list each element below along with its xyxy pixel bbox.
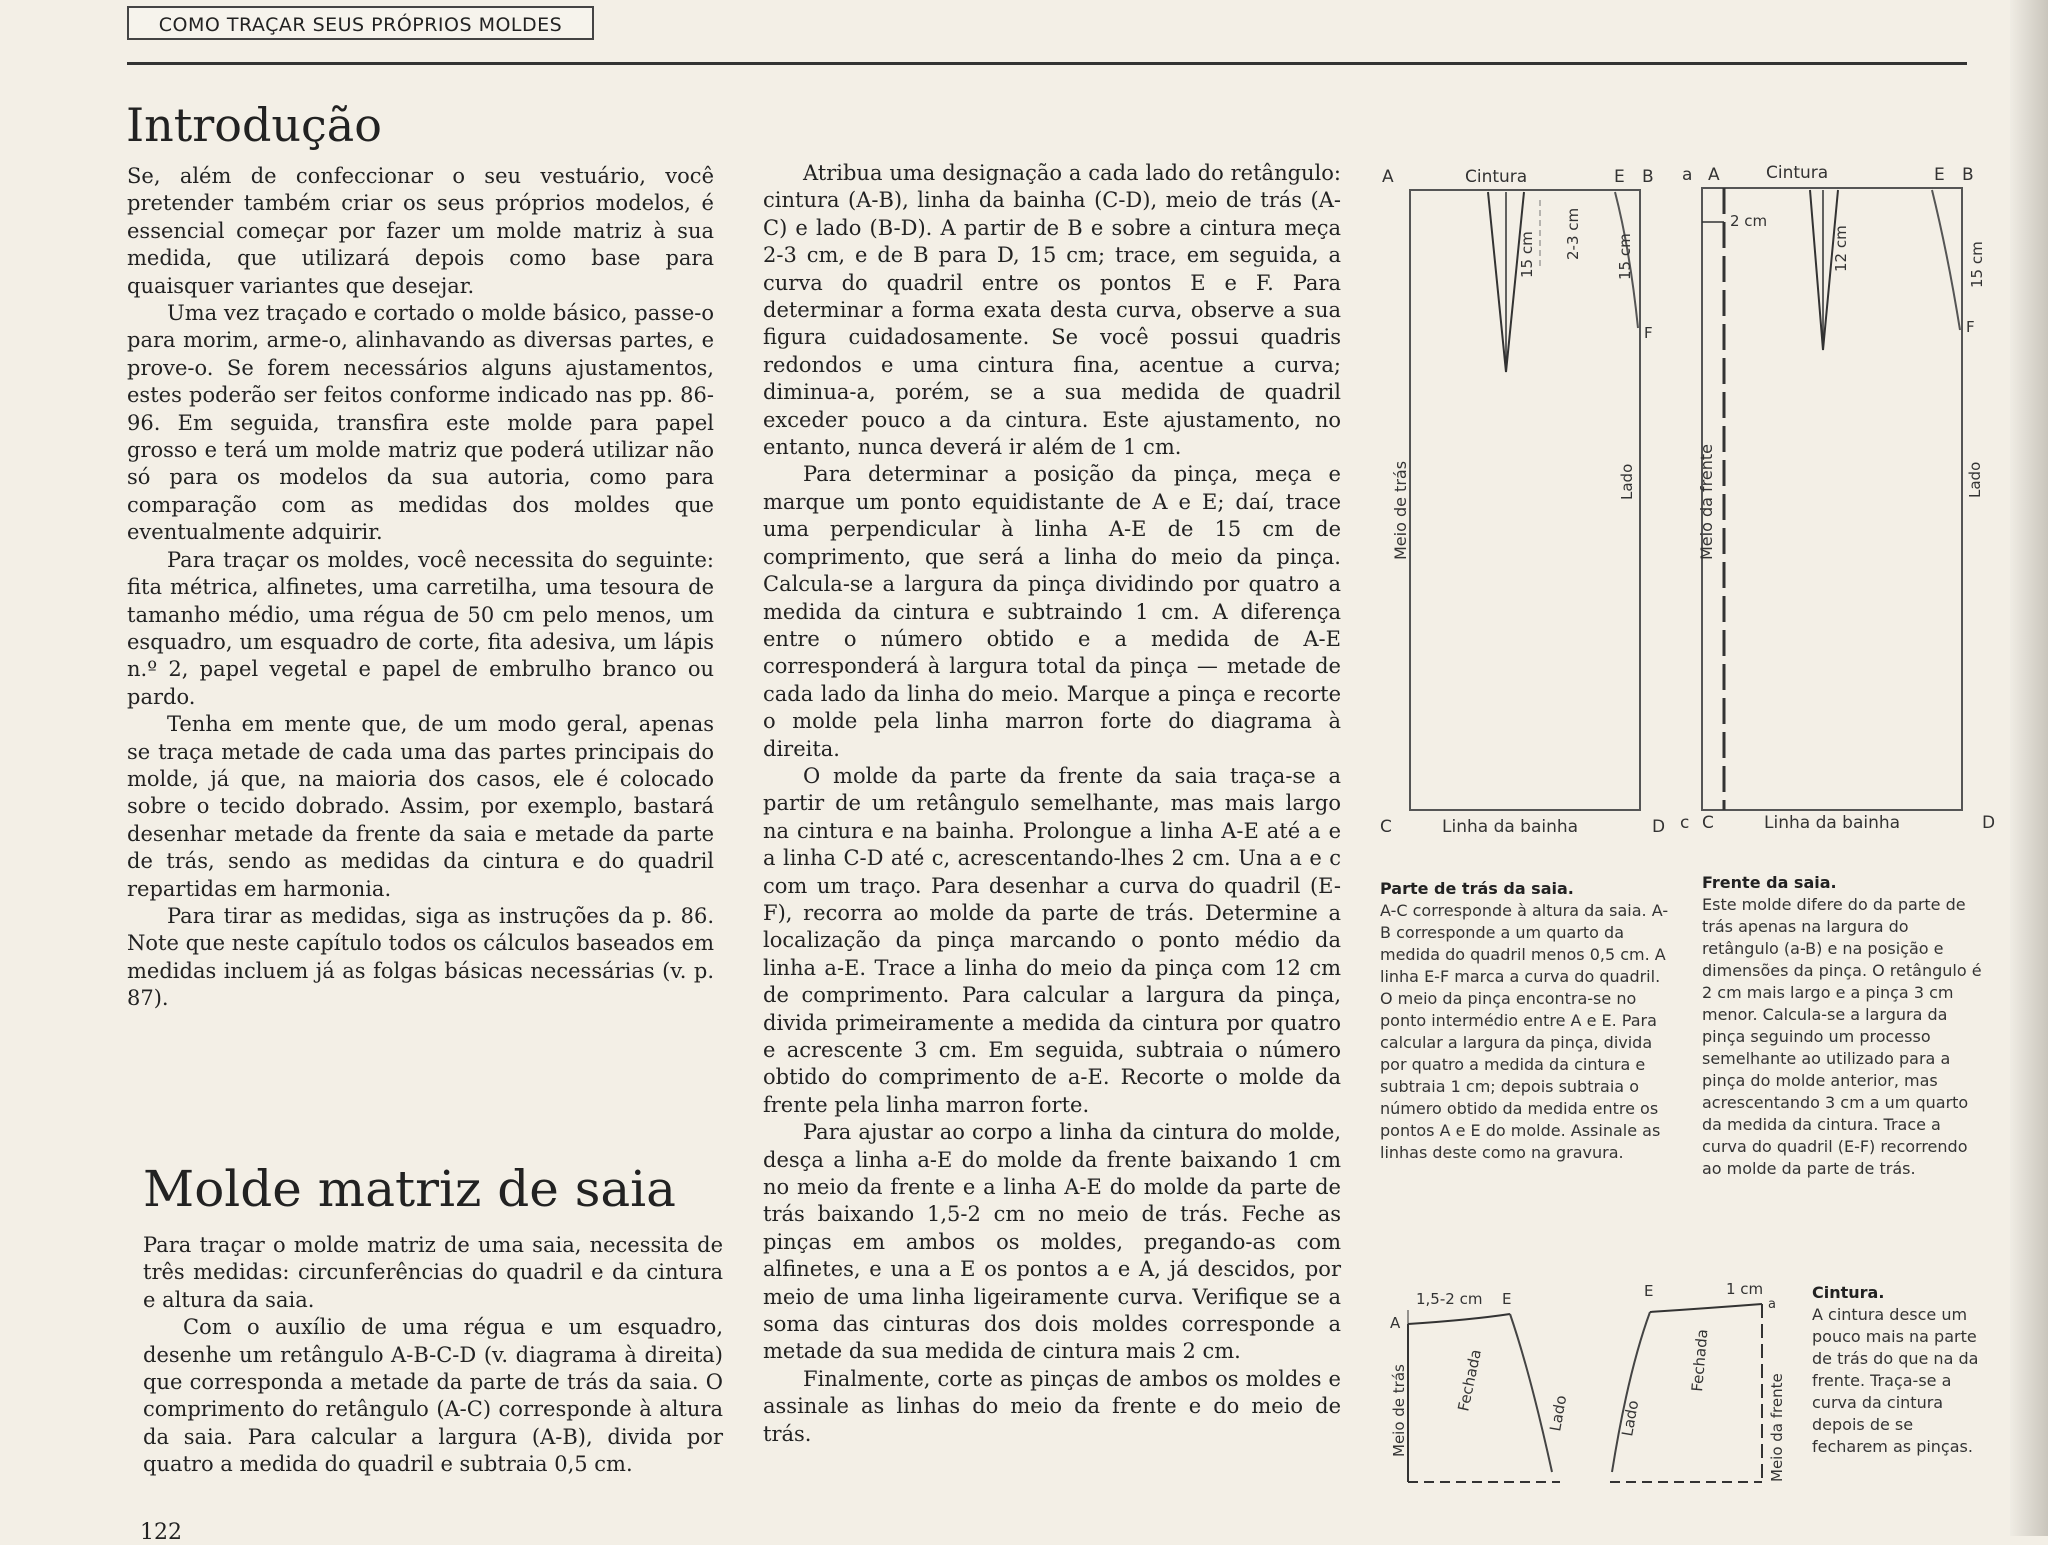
front-rectangle: [1702, 188, 1962, 810]
caption-back-body: A-C corresponde à altura da saia. A-B corresponde a um quarto da medida do quadril menos 0,5 cm. A linha E-F marca a curva do quadril. O meio da pinça encontra-se no ponto intermédio entre A e E. Para calcular a largura da pinça, divida por quatro a medida da cintura e subtraia 1 cm; depois subtraia o número obtido da medida entre os pontos A e E do molde. Assinale as linhas deste como na gravura.: [1380, 901, 1669, 1162]
caption-waist-title: Cintura.: [1812, 1283, 1885, 1302]
waist-center-back: Meio de trás: [1390, 1364, 1408, 1457]
intro-title: Introdução: [126, 98, 382, 152]
waist-back-curve: [1408, 1314, 1510, 1324]
section-header-label: COMO TRAÇAR SEUS PRÓPRIOS MOLDES: [158, 14, 563, 36]
back-point-c: C: [1380, 817, 1392, 837]
waist-center-front: Meio da frente: [1768, 1373, 1786, 1482]
skirt-title: Molde matriz de saia: [143, 1160, 676, 1218]
back-point-f: F: [1644, 324, 1653, 342]
back-hem-label: Linha da bainha: [1442, 817, 1579, 837]
waist-left-drop: 1,5-2 cm: [1416, 1290, 1483, 1308]
front-point-e: E: [1934, 165, 1945, 185]
middle-paragraph: Para ajustar ao corpo a linha da cintura do molde, desça a linha a-E do molde da frente baixando 1 cm no meio da frente e a linha A-E do molde da parte de trás baixando 1,5-2 cm no meio de trás. Feche as pinças em ambos os moldes, pregando-as com alfinetes, e una a E os pontos a e A, já descidos, por meio de uma linha ligeiramente curva. Verifique se a soma das cinturas dos dois moldes corresponde a metade da sua medida de cintura mais 2 cm.: [763, 1120, 1341, 1364]
page-edge-shadow: [2010, 0, 2048, 1536]
back-dart-length: 15 cm: [1518, 231, 1536, 278]
front-point-a: A: [1708, 165, 1720, 185]
front-extension-label: 2 cm: [1730, 212, 1768, 230]
intro-paragraph: Tenha em mente que, de um modo geral, apenas se traça metade de cada uma das partes principais do molde, já que, na maioria dos casos, ele é colocado sobre o tecido dobrado. Assim, por exemplo, bastará desenhar metade da frente da saia e metade da parte de trás, sendo as medidas da cintura e do quadril repartidas em harmonia.: [127, 712, 714, 901]
waist-diagram: [1380, 1272, 1810, 1492]
back-point-a: A: [1382, 167, 1394, 187]
front-point-f: F: [1966, 318, 1975, 336]
front-hip-curve: [1932, 190, 1960, 330]
waist-fechada-left: Fechada: [1454, 1347, 1485, 1413]
back-side-top: 2-3 cm: [1564, 207, 1582, 260]
front-point-d: D: [1982, 813, 1996, 833]
header-rule: [127, 62, 1967, 65]
front-dart-length: 12 cm: [1832, 225, 1850, 272]
front-waist-label: Cintura: [1766, 163, 1829, 183]
page-number: 122: [140, 1520, 182, 1545]
back-waist-label: Cintura: [1465, 167, 1528, 187]
middle-paragraph: Atribua uma designação a cada lado do retângulo: cintura (A-B), linha da bainha (C-D), meio de trás (A-C) e lado (B-D). A partir de B e sobre a cintura meça 2-3 cm, e de B para D, 15 cm; trace, em seguida, a curva do quadril entre os pontos E e F. Para determinar a forma exata desta curva, observe a sua figura cuidadosamente. Se você possui quadris redondos e uma cintura fina, acentue a curva; diminua-a, porém, se a sua medida de quadril exceder pouco a da cintura. Este ajustamento, no entanto, nunca deverá ir além de 1 cm.: [763, 161, 1341, 460]
caption-back: [1380, 878, 1672, 1164]
middle-column: [763, 160, 1341, 1448]
waist-right-drop: 1 cm: [1726, 1280, 1764, 1298]
intro-paragraph: Para tirar as medidas, siga as instruções da p. 86. Note que neste capítulo todos os cálculos baseados em medidas incluem já as folgas básicas necessárias (v. p. 87).: [127, 903, 714, 1011]
waist-fechada-right: Fechada: [1688, 1328, 1712, 1393]
waist-point-a: A: [1390, 1314, 1401, 1332]
back-point-d: D: [1652, 817, 1666, 837]
front-side-length: 15 cm: [1968, 241, 1986, 288]
waist-lado-right: Lado: [1618, 1398, 1643, 1438]
middle-paragraph: Finalmente, corte as pinças de ambos os moldes e assinale as linhas do meio da frente e do meio de trás.: [763, 1366, 1341, 1446]
caption-waist-body: A cintura desce um pouco mais na parte de trás do que na da frente. Traça-se a curva da cintura depois de se fecharem as pinças.: [1812, 1305, 1979, 1456]
back-point-e: E: [1614, 167, 1625, 187]
caption-waist: [1812, 1282, 1990, 1458]
waist-front-curve: [1650, 1304, 1762, 1312]
back-side-length: 15 cm: [1616, 233, 1634, 280]
front-point-b: B: [1962, 165, 1974, 185]
skirt-column: [143, 1232, 723, 1479]
front-side-label: Lado: [1966, 461, 1984, 498]
middle-paragraph: O molde da parte da frente da saia traça-se a partir de um retângulo semelhante, mas mais largo na cintura e na bainha. Prolongue a linha A-E até a e a linha C-D até c, acrescentando-lhes 2 cm. Una a e c com um traço. Para desenhar a curva do quadril (E-F), recorra ao molde da parte de trás. Determine a localização da pinça marcando o ponto médio da linha a-E. Trace a linha do meio da pinça com 12 cm de comprimento. Para calcular a largura da pinça, divida primeiramente a medida da cintura por quatro e acrescente 3 cm. Em seguida, subtraia o número obtido do comprimento de a-E. Recorte o molde da frente pela linha marron forte.: [763, 763, 1341, 1117]
front-point-c-small: c: [1680, 813, 1690, 833]
caption-front: [1702, 872, 1987, 1180]
waist-point-e-right: E: [1644, 1282, 1654, 1300]
waist-lado-left: Lado: [1546, 1393, 1571, 1433]
middle-paragraph: Para determinar a posição da pinça, meça e marque um ponto equidistante de A e E; daí, trace uma perpendicular à linha A-E de 15 cm de comprimento, que será a linha do meio da pinça. Calcula-se a largura da pinça dividindo por quatro a medida da cintura e subtraindo 1 cm. A diferença entre o número obtido e a medida de A-E corresponderá à largura total da pinça — metade de cada lado da linha do meio. Marque a pinça e recorte o molde pela linha marron forte do diagrama à direita.: [763, 462, 1341, 761]
back-skirt-diagram: [1380, 160, 1680, 850]
back-point-b: B: [1642, 167, 1654, 187]
front-center-label: Meio da frente: [1697, 444, 1716, 560]
front-point-c: C: [1702, 813, 1714, 833]
front-point-a-small: a: [1682, 165, 1693, 185]
front-skirt-diagram: [1680, 160, 2010, 850]
intro-paragraph: Uma vez traçado e cortado o molde básico, passe-o para morim, arme-o, alinhavando as diversas partes, e prove-o. Se forem necessários alguns ajustamentos, estes poderão ser feitos conforme indicado nas pp. 86-96. Em seguida, transfira este molde para papel grosso e terá um molde matriz que poderá utilizar não só para os modelos da sua autoria, como para comparação com as medidas dos moldes que eventualmente adquirir.: [127, 301, 714, 545]
caption-back-title: Parte de trás da saia.: [1380, 879, 1574, 898]
section-header-box: [127, 6, 594, 40]
skirt-paragraph: Para traçar o molde matriz de uma saia, necessita de três medidas: circunferências do quadril e da cintura e altura da saia.: [143, 1233, 723, 1312]
waist-point-e-left: E: [1502, 1290, 1512, 1308]
caption-front-title: Frente da saia.: [1702, 873, 1837, 892]
caption-front-body: Este molde difere do da parte de trás apenas na largura do retângulo (a-B) e na posição e dimensões da pinça. O retângulo é 2 cm mais largo e a pinça 3 cm menor. Calcula-se a largura da pinça seguindo um processo semelhante ao utilizado para a pinça do molde anterior, mas acrescentando 3 cm a um quarto da medida da cintura. Trace a curva do quadril (E-F) recorrendo ao molde da parte de trás.: [1702, 895, 1982, 1178]
waist-point-a-small: a: [1768, 1297, 1776, 1312]
back-center-label: Meio de trás: [1391, 460, 1410, 560]
back-side-label: Lado: [1618, 463, 1636, 500]
intro-paragraph: Se, além de confeccionar o seu vestuário, você pretender também criar os seus próprios modelos, é essencial começar por fazer um molde matriz à sua medida, que utilizará depois como base para quaisquer variantes que desejar.: [127, 164, 714, 298]
front-hem-label: Linha da bainha: [1764, 813, 1901, 833]
intro-column: [127, 163, 714, 1013]
skirt-paragraph: Com o auxílio de uma régua e um esquadro, desenhe um retângulo A-B-C-D (v. diagrama à direita) que corresponda a metade da parte de trás da saia. O comprimento do retângulo (A-C) corresponde à altura da saia. Para calcular a largura (A-B), divida por quatro a medida do quadril e subtraia 0,5 cm.: [143, 1315, 723, 1477]
intro-paragraph: Para traçar os moldes, você necessita do seguinte: fita métrica, alfinetes, uma carretilha, uma tesoura de tamanho médio, uma régua de 50 cm pelo menos, um esquadro, um esquadro de corte, fita adesiva, um lápis n.º 2, papel vegetal e papel de embrulho branco ou pardo.: [127, 547, 714, 709]
back-rectangle: [1410, 190, 1640, 810]
